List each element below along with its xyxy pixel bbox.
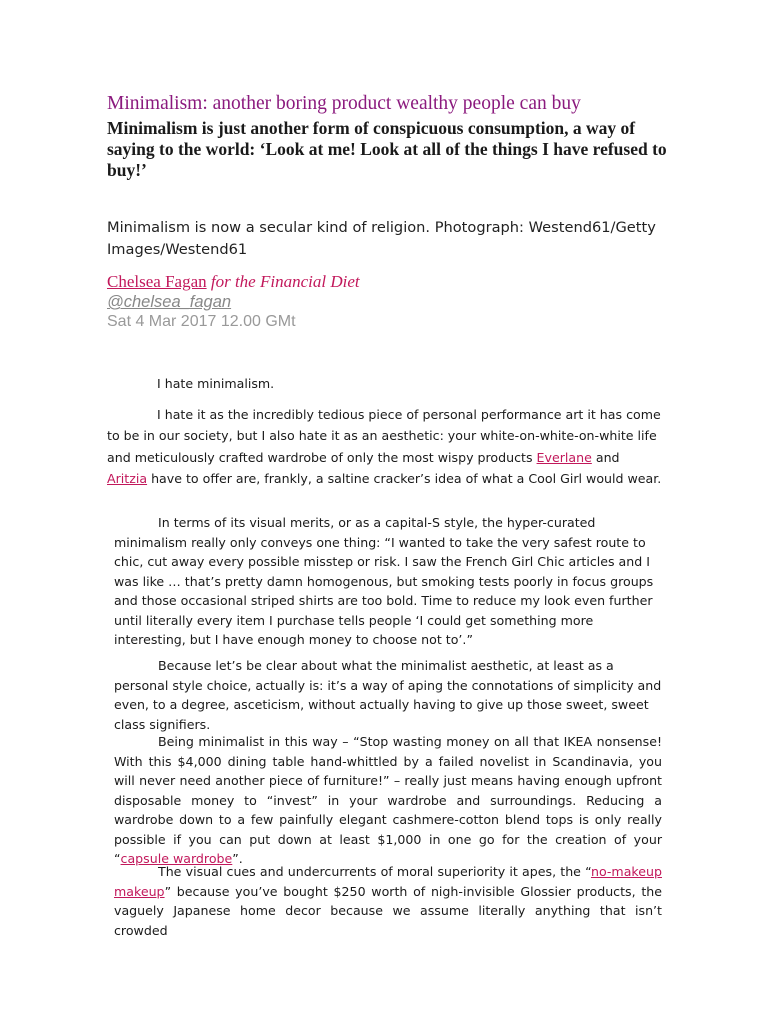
photo-caption: Minimalism is now a secular kind of religion. Photograph: Westend61/Getty Images/Westend61 [107,219,656,258]
aritzia-link[interactable]: Aritzia [107,470,148,486]
paragraph-6-text: ” because you’ve bought $250 worth of nigh-invisible Glossier products, the vaguely Japanese home decor because we assume literally anything that isn’t crowded [114,883,662,938]
paragraph-3: In terms of its visual merits, or as a capital-S style, the hyper-curated minimalism really only conveys one thing: “I wanted to take the very safest route to chic, cut away every possible misstep or risk. I saw the French Girl Chic articles and I was like … that’s pretty damn homogenous, but smoking tests poorly in focus groups and those occasional striped shirts are too bold. Time to reduce my look even further until literally every item I purchase tells people ‘I could get something more interesting, but I have enough money to choose not to’.” [114,515,654,647]
author-handle-link[interactable]: @chelsea_fagan [107,293,232,311]
paragraph-2-text: and [591,449,620,465]
paragraph-5-text: ”. [232,851,243,866]
paragraph-2 [107,404,662,489]
paragraph-4: Because let’s be clear about what the minimalist aesthetic, at least as a personal style choice, actually is: it’s a way of aping the connotations of simplicity and even, to a degree, asceticism, without actually having to give up those sweet, sweet class signifiers. [114,658,662,732]
everlane-link[interactable]: Everlane [536,449,592,465]
article-standfirst: Minimalism is just another form of conspicuous consumption, a way of saying to the world: ‘Look at me! Look at all of the things I have refused to buy!’ [107,118,667,180]
paragraph-2-text: I hate it as the incredibly tedious piece of personal performance art it has come to be in our society, but I also hate it as an aesthetic: your white-on-white-on-white life and meticulously crafted wardrobe of only the most wispy products [107,407,661,465]
paragraph-5-text: Being minimalist in this way – “Stop wasting money on all that IKEA nonsense! With this $4,000 dining table hand-whittled by a failed novelist in Scandinavia, you will never need another piece of furniture!” – really just means having enough upfront disposable money to “invest” in your wardrobe and surroundings. Reducing a wardrobe down to a few painfully elegant cashmere-cotton blend tops is only really possible if you can put down at least $1,000 in one go for the creation of your “ [114,734,662,866]
author-link[interactable]: Chelsea Fagan [107,272,207,291]
paragraph-6-text: The visual cues and undercurrents of moral superiority it apes, the “ [158,864,591,879]
paragraph-6 [114,862,662,940]
paragraph-5 [114,732,662,869]
byline-outlet: for the Financial Diet [210,272,360,291]
paragraph-1: I hate minimalism. [157,376,275,391]
paragraph-2-text: have to offer are, frankly, a saltine cracker’s idea of what a Cool Girl would wear. [147,470,662,486]
article-headline: Minimalism: another boring product wealthy people can buy [107,93,581,114]
capsule-wardrobe-link[interactable]: capsule wardrobe [120,851,233,866]
byline [107,272,360,292]
no-makeup-makeup-link[interactable]: no-makeup makeup [114,864,662,899]
publish-date: Sat 4 Mar 2017 12.00 GMt [107,313,296,330]
